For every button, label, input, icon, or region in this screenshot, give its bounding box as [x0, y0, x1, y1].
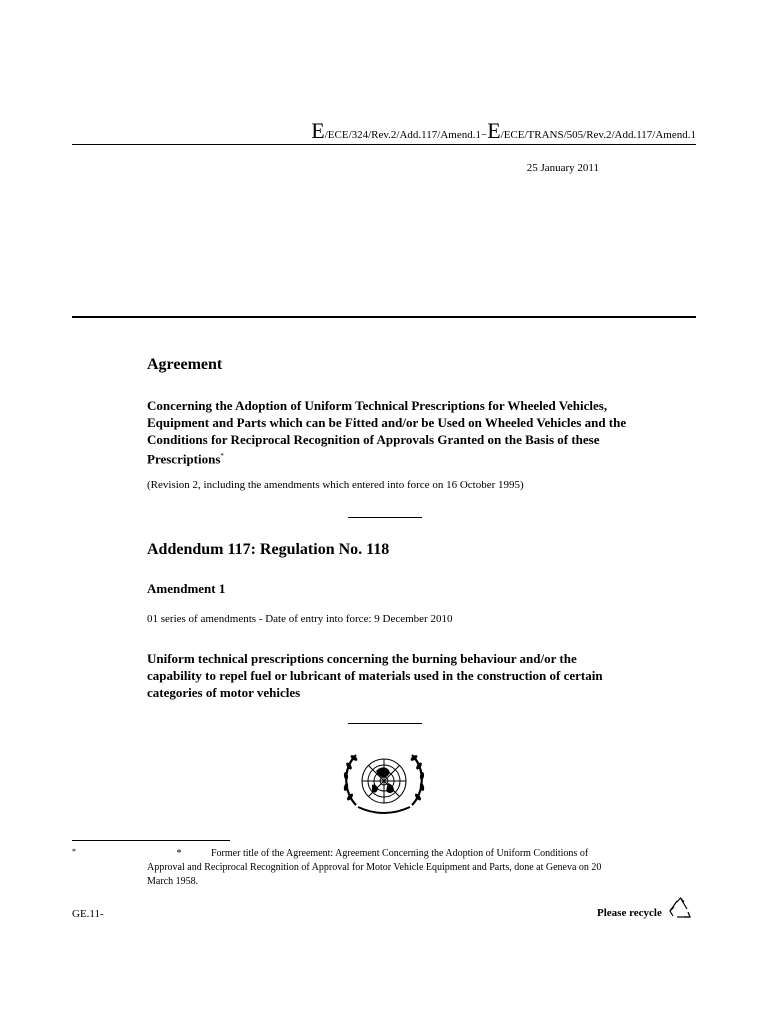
document-date: 25 January 2011 [526, 162, 599, 174]
un-emblem-icon [338, 745, 430, 821]
job-number: GE.11- [72, 908, 104, 920]
please-recycle-text: Please recycle [597, 907, 662, 919]
separator-1 [348, 517, 422, 518]
symbol2-rest: /ECE/TRANS/505/Rev.2/Add.117/Amend.1 [500, 129, 696, 141]
amendment-title: Amendment 1 [147, 581, 226, 596]
revision-note: (Revision 2, including the amendments which entered into force on 16 October 1995) [147, 479, 524, 491]
footnote-text: Former title of the Agreement: Agreement Concerning the Adoption of Uniform Conditions of Approval and Reciprocal Recognition of Approval for Motor Vehicle Equipment and Parts, done at Geneva on 20 March 1958. [147, 848, 602, 887]
page-title: Agreement [147, 356, 223, 373]
addendum-title: Addendum 117: Regulation No. 118 [147, 541, 390, 558]
agreement-subtitle-text: Concerning the Adoption of Uniform Technical Prescriptions for Wheeled Vehicles, Equipment and Parts which can be Fitted and/or be Used on Wheeled Vehicles and the Conditions for Reciprocal Recognition of Approvals Granted on the Basis of these Prescriptions [147, 398, 627, 467]
separator-2 [348, 723, 422, 724]
symbol2-letter: E [487, 118, 501, 143]
symbol-separator: − [480, 129, 488, 141]
regulation-title: Uniform technical prescriptions concerning the burning behaviour and/or the capability to repel fuel or lubricant of materials used in the construction of certain categories of motor vehicles [147, 651, 603, 700]
symbol1-rest: /ECE/324/Rev.2/Add.117/Amend.1 [324, 129, 481, 141]
footnote-star: * [176, 848, 182, 859]
footnote-mark: * [72, 847, 76, 856]
header-rule [72, 316, 696, 318]
agreement-subtitle [147, 397, 637, 467]
footnote-reference: * [220, 452, 224, 460]
series-note: 01 series of amendments - Date of entry into force: 9 December 2010 [147, 613, 453, 625]
symbol1-letter: E [311, 118, 325, 143]
footnote [147, 847, 622, 889]
document-symbol [72, 120, 696, 145]
recycle-icon [668, 896, 693, 921]
footnote-rule [72, 840, 230, 841]
